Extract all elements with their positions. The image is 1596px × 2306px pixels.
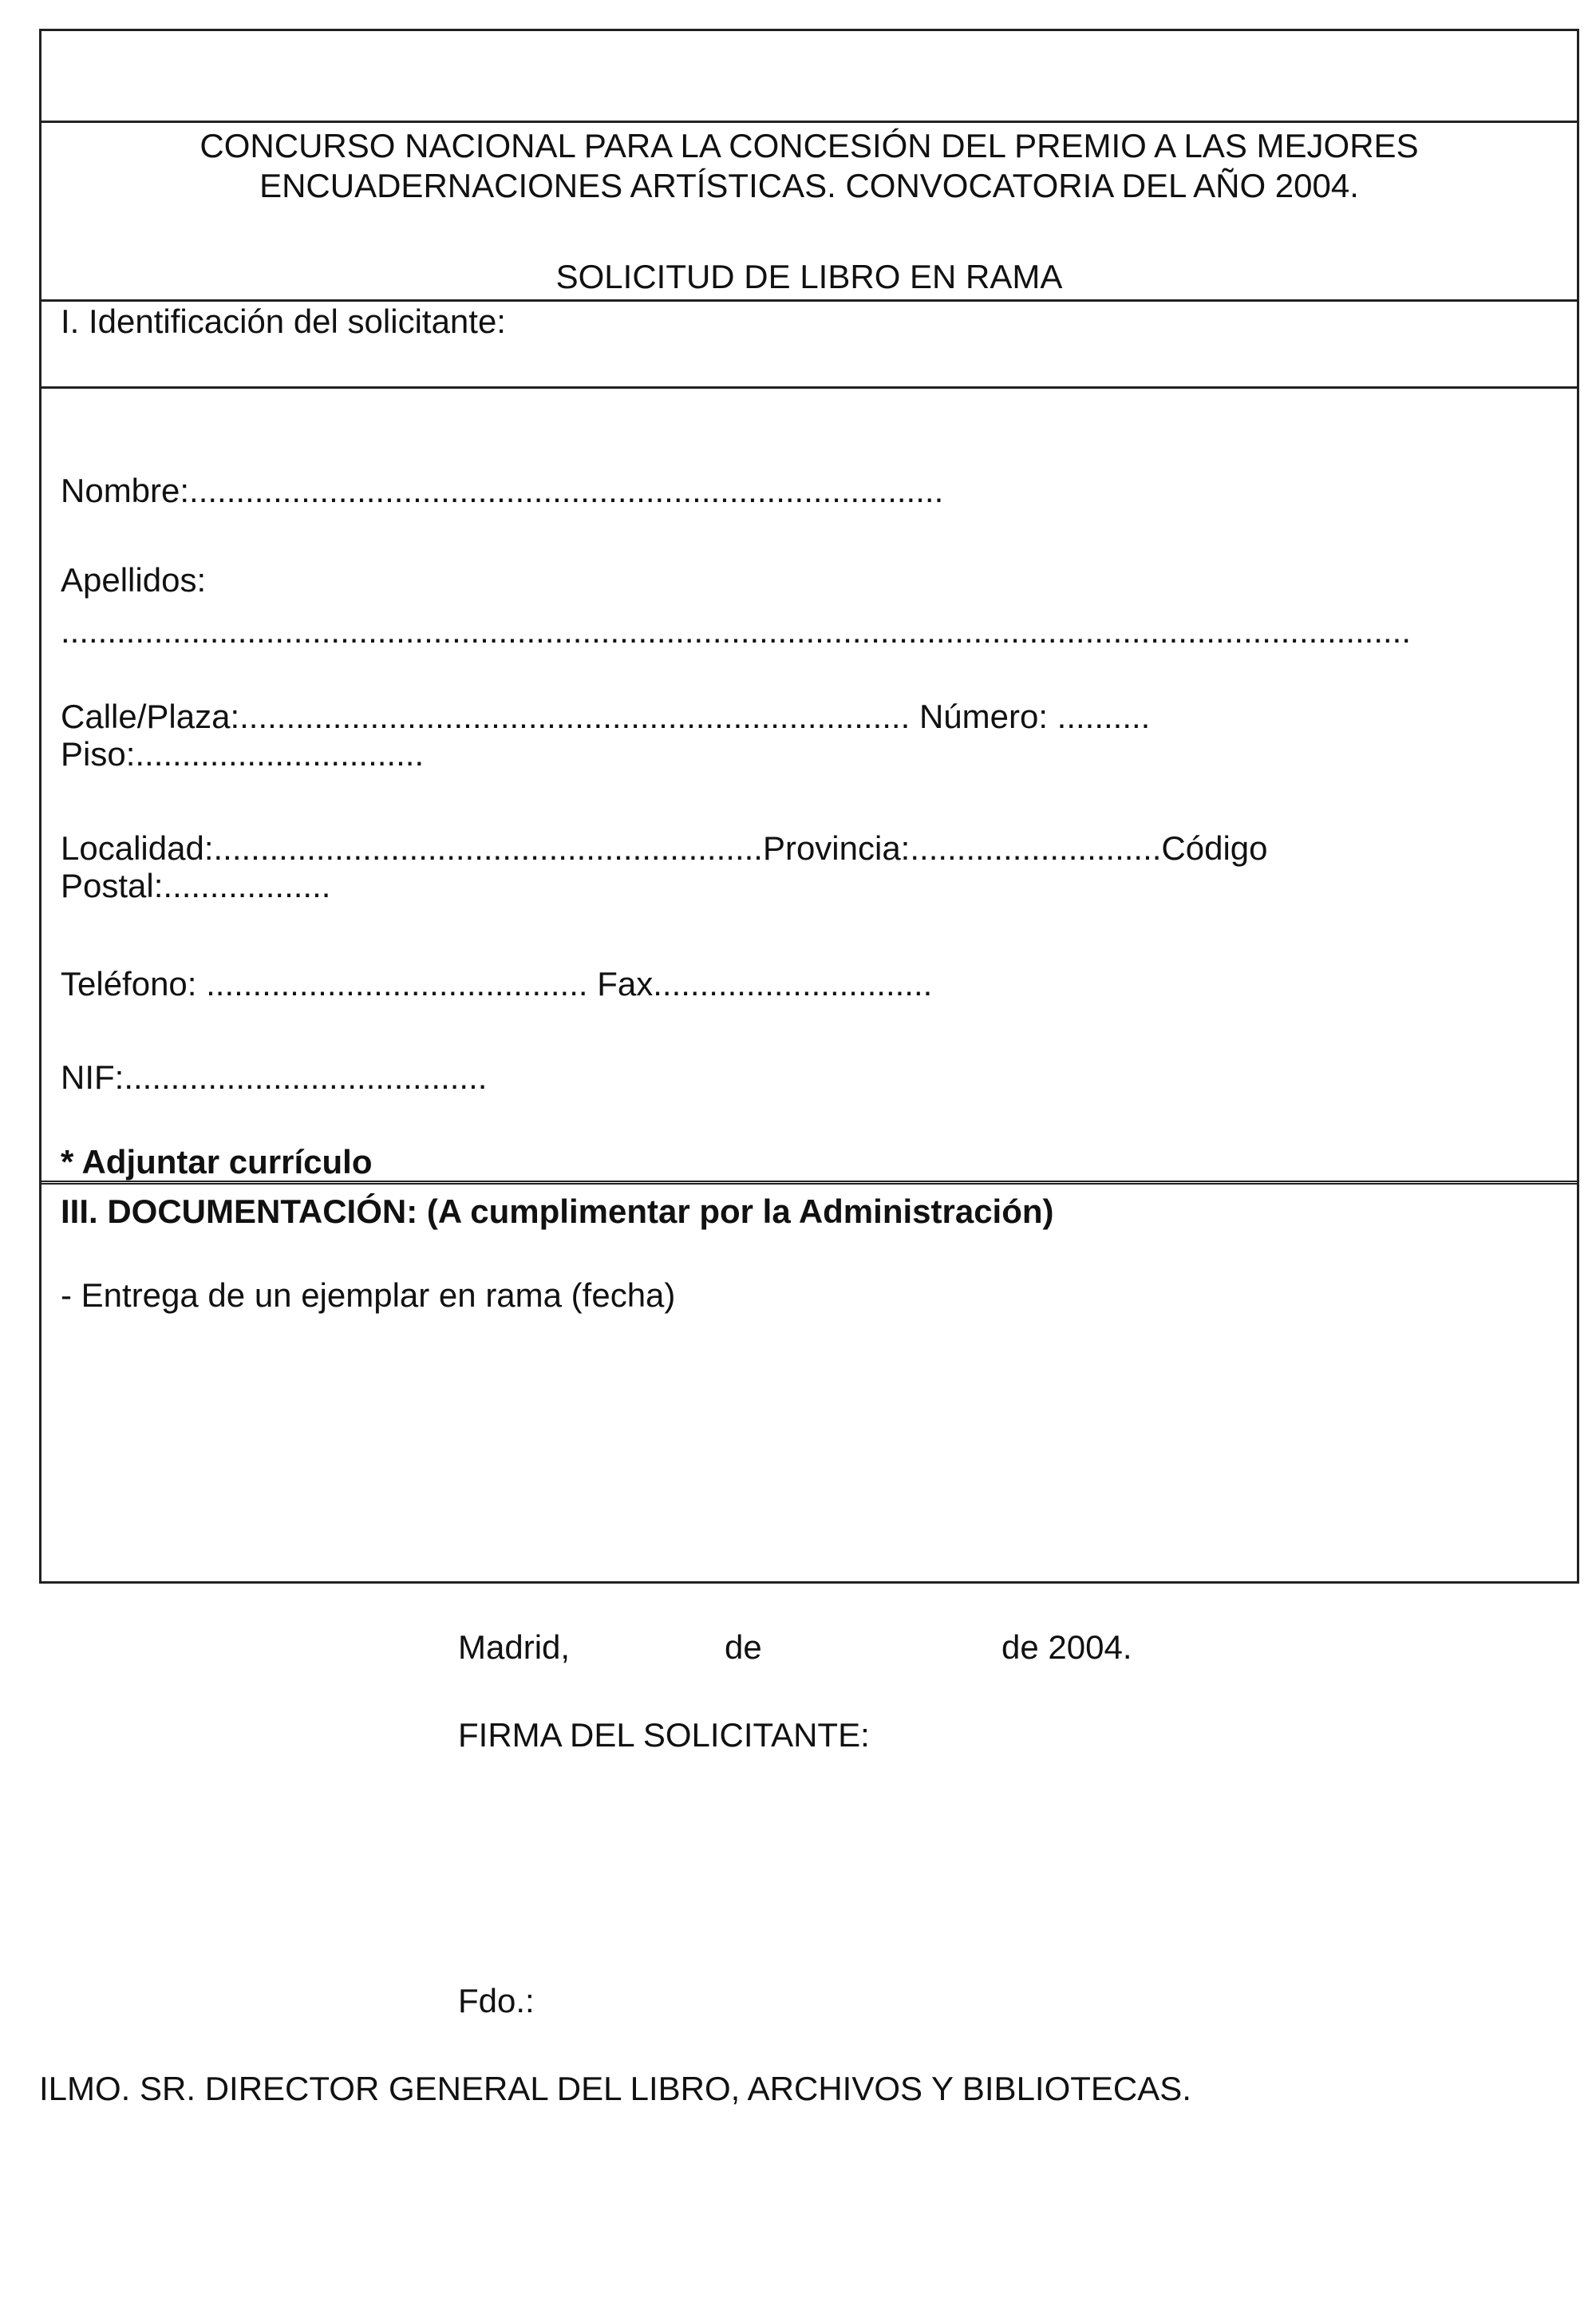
- adjuntar-curriculo-note: * Adjuntar currículo: [61, 1143, 373, 1181]
- piso-field[interactable]: Piso:...............................: [61, 735, 425, 773]
- section-1-divider: [41, 386, 1577, 389]
- date-year: de 2004.: [1001, 1628, 1132, 1666]
- nombre-field[interactable]: Nombre:.................................................................................: [61, 472, 944, 509]
- date-de-1: de: [725, 1628, 762, 1666]
- form-subtitle: SOLICITUD DE LIBRO EN RAMA: [555, 258, 1063, 295]
- top-divider: [41, 121, 1577, 123]
- apellidos-label: Apellidos:: [61, 561, 207, 599]
- calle-numero-field[interactable]: Calle/Plaza:........................................................................ Número: ..........: [61, 698, 1151, 735]
- place-label: Madrid,: [458, 1628, 571, 1666]
- entrega-ejemplar-item: - Entrega de un ejemplar en rama (fecha): [61, 1276, 676, 1314]
- section-3-divider: [41, 1181, 1577, 1185]
- section-3-heading: III. DOCUMENTACIÓN: (A cumplimentar por la Administración): [61, 1193, 1054, 1230]
- localidad-provincia-field[interactable]: Localidad:...........................................................Provincia:...........................Código: [61, 829, 1268, 867]
- header-divider: [41, 299, 1577, 302]
- addressee: ILMO. SR. DIRECTOR GENERAL DEL LIBRO, ARCHIVOS Y BIBLIOTECAS.: [39, 2070, 1191, 2107]
- fdo-label: Fdo.:: [458, 1982, 535, 2019]
- form-title-line-2: ENCUADERNACIONES ARTÍSTICAS. CONVOCATORIA DEL AÑO 2004.: [259, 167, 1359, 204]
- nif-field[interactable]: NIF:.......................................: [61, 1058, 488, 1096]
- telefono-fax-field[interactable]: Teléfono: ......................................... Fax..............................: [61, 965, 933, 1003]
- section-1-heading: I. Identificación del solicitante:: [61, 303, 506, 340]
- codigo-postal-field[interactable]: Postal:..................: [61, 867, 331, 904]
- form-title-line-1: CONCURSO NACIONAL PARA LA CONCESIÓN DEL PREMIO A LAS MEJORES: [200, 127, 1419, 164]
- signature-label: FIRMA DEL SOLICITANTE:: [458, 1716, 870, 1754]
- application-form-box: [39, 29, 1579, 1584]
- apellidos-field[interactable]: .................................................................................................................................................: [61, 612, 1411, 650]
